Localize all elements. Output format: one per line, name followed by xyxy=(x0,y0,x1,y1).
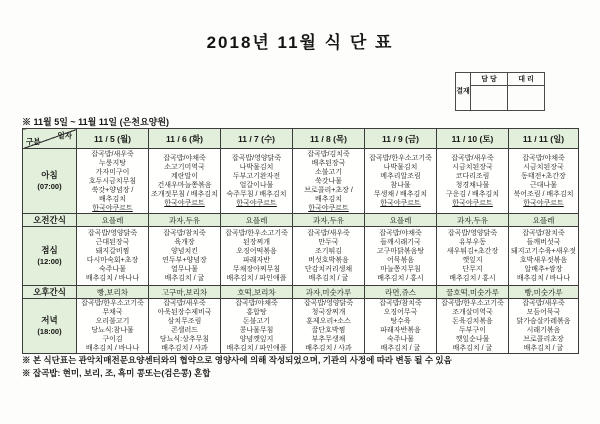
menu-item: 쑥갓나물 xyxy=(314,177,343,185)
menu-item: 메추리알조림 xyxy=(380,173,421,180)
menu-cell xyxy=(293,149,365,214)
day-header: 11 / 8 (목) xyxy=(293,129,365,149)
menu-item: 시금치된장국 xyxy=(452,164,493,171)
menu-item: 숙주무침 / 배추김치 xyxy=(226,191,287,198)
menu-cell: 고구마,보리차 xyxy=(149,286,221,299)
menu-cell: 요플레 xyxy=(221,214,293,227)
menu-item: 마늘쫑지무침 xyxy=(380,266,421,273)
menu-item: 잡곡밥/한우소고기죽 xyxy=(225,230,288,237)
menu-item: 시금치된장국 xyxy=(523,164,564,171)
menu-item: 오징어무국 xyxy=(383,309,418,316)
menu-item: 배추김치 / 귤 xyxy=(380,345,421,352)
menu-item: 깻잎지 xyxy=(462,257,483,264)
menu-item: 호박새우젓볶음 xyxy=(519,257,568,264)
table-row xyxy=(23,149,579,214)
meal-name: 저녁 xyxy=(41,315,58,325)
menu-item: 잡곡밥/새우죽 xyxy=(307,230,350,237)
menu-item: 가자미구이 xyxy=(95,168,130,176)
approval-stamp-label: 결재 xyxy=(456,73,471,111)
menu-item: 육개장 xyxy=(174,239,195,246)
menu-item: 잡곡밥/새우죽 xyxy=(522,300,565,307)
menu-item: 잡곡밥/야채죽 xyxy=(235,300,278,307)
menu-item: 조개살미역국 xyxy=(452,309,493,316)
approval-sign-cell xyxy=(508,86,545,111)
menu-cell: 호떡,보리차 xyxy=(221,286,293,299)
menu-item: 파래자반볶음 xyxy=(380,327,421,334)
menu-item: 잡곡밥/참치죽 xyxy=(522,230,565,237)
menu-item: 잡곡밥/야채죽 xyxy=(163,155,206,162)
menu-item: 누룽지탕 xyxy=(98,159,127,167)
menu-item: 파래자반 xyxy=(242,257,271,264)
meal-name: 아침 xyxy=(41,170,58,180)
menu-item: 숙주나물 xyxy=(98,266,127,273)
menu-item: 참나물 xyxy=(390,182,411,189)
menu-item: 잡곡밥/영양닭죽 xyxy=(447,230,498,237)
menu-item: 잡곡밥/한우소고기죽 xyxy=(81,300,144,307)
menu-item: 잡곡밥/새우죽 xyxy=(91,150,134,158)
footnotes xyxy=(22,354,452,380)
approval-sign-cell xyxy=(471,86,508,111)
menu-item: 숙주나물 xyxy=(386,336,415,343)
menu-item: 알배추+쌈장 xyxy=(524,266,563,273)
menu-item: 탕수육 xyxy=(390,318,411,325)
menu-item: 근대나물 xyxy=(529,182,558,189)
menu-cell: 빵,미숫가루 xyxy=(509,286,579,299)
corner-cell xyxy=(23,129,77,149)
menu-item: 잡곡밥/야채죽 xyxy=(522,155,565,162)
menu-cell xyxy=(221,149,293,214)
menu-item: 한국야쿠르트 xyxy=(523,200,564,207)
menu-item: 잡곡밥/영양닭죽 xyxy=(303,300,354,307)
menu-cell: 과자,미숫가루 xyxy=(293,286,365,299)
menu-item: 소고기미역국 xyxy=(164,164,205,171)
menu-item: 브로콜리초장 xyxy=(523,336,564,343)
table-row xyxy=(23,286,579,299)
approval-col-daeri: 대 리 xyxy=(508,73,545,86)
menu-item: 들깨시래기국 xyxy=(380,239,421,246)
footnote-line: ※ 잡곡밥: 현미, 보리, 조, 흑미 콩또는(검은콩) 혼합 xyxy=(22,368,211,378)
row-label: 오후간식 xyxy=(23,286,77,299)
menu-item: 아욱된장수제비국 xyxy=(157,309,212,316)
menu-item: 잡곡밥/참치죽 xyxy=(163,230,206,237)
menu-item: 호두시금치무침 xyxy=(88,177,137,185)
menu-item: 잡곡밥/참치죽 xyxy=(379,300,422,307)
menu-item: 만두국 xyxy=(318,239,339,246)
menu-cell: 라면,쥬스 xyxy=(365,286,437,299)
menu-item: 소불고기 xyxy=(314,168,343,176)
menu-item: 코다리조림 xyxy=(455,173,490,180)
menu-item: 무생채 / 배추김치 xyxy=(373,191,428,198)
meal-time: (18:00) xyxy=(37,327,62,336)
menu-item: 잡곡밥/새우죽 xyxy=(451,155,494,162)
menu-item: 당뇨식:참나물 xyxy=(91,327,134,334)
menu-cell xyxy=(149,299,221,354)
menu-item: 계란말이 xyxy=(170,173,199,180)
menu-item: 돼지갈비찜 xyxy=(95,248,130,255)
menu-cell xyxy=(365,227,437,286)
menu-cell: 요플레 xyxy=(509,214,579,227)
menu-item: 잡곡밥/한우소고기죽 xyxy=(369,155,432,162)
corner-label-date: 일자 xyxy=(57,131,72,140)
menu-item: 깻잎순나물 xyxy=(455,336,490,343)
menu-item: 두부고기완자전 xyxy=(232,173,281,180)
menu-item: 한국야쿠르트 xyxy=(380,200,421,207)
menu-item: 얼갈이나물 xyxy=(239,182,274,189)
menu-item: 홍합탕 xyxy=(246,309,267,316)
menu-item: 배추김치 xyxy=(98,195,127,203)
menu-cell xyxy=(77,227,149,286)
day-header: 11 / 10 (토) xyxy=(437,129,509,149)
menu-cell xyxy=(365,299,437,354)
menu-item: 나박물김치 xyxy=(239,164,274,171)
day-header: 11 / 5 (월) xyxy=(77,129,149,149)
menu-item: 무채국 xyxy=(102,309,123,316)
row-label xyxy=(23,299,77,354)
menu-cell xyxy=(149,227,221,286)
approval-col-damdang: 담 당 xyxy=(471,73,508,86)
menu-item: 배추김치 / 바나나 xyxy=(85,345,140,352)
menu-item: 조개젓무침 / 배추김치 xyxy=(151,191,218,198)
menu-item: 잡곡밥/새우죽 xyxy=(163,300,206,307)
day-header: 11 / 7 (수) xyxy=(221,129,293,149)
menu-item: 삼치무조림 xyxy=(167,318,202,325)
menu-item: 연두부+양념장 xyxy=(162,257,207,264)
menu-cell xyxy=(437,227,509,286)
menu-cell: 빵,보리차 xyxy=(77,286,149,299)
menu-item: 배추김치 / 홍시 xyxy=(377,275,424,282)
menu-item: 잡곡밥/한우소고기죽 xyxy=(441,300,504,307)
menu-item: 돼지고기수육+새우젓 xyxy=(511,248,576,255)
day-header: 11 / 9 (금) xyxy=(365,129,437,149)
menu-cell xyxy=(77,149,149,214)
menu-item: 배추김치 / 귤 xyxy=(452,345,493,352)
menu-cell: 과자,두유 xyxy=(149,214,221,227)
menu-item: 구운김 / 배추김치 xyxy=(445,191,500,198)
menu-cell xyxy=(77,299,149,354)
row-label xyxy=(23,227,77,286)
menu-item: 북어조림 / 배추김치 xyxy=(513,191,574,198)
menu-item: 배추된장국 xyxy=(311,159,346,167)
menu-item: 열무나물 xyxy=(170,266,199,273)
meal-time: (07:00) xyxy=(37,182,62,191)
menu-cell xyxy=(149,149,221,214)
menu-cell: 요플레 xyxy=(77,214,149,227)
menu-table xyxy=(22,128,579,354)
menu-item: 동태전+초간장 xyxy=(521,173,566,180)
menu-item: 양념치킨 xyxy=(170,248,199,255)
menu-item: 버섯호박볶음 xyxy=(308,257,349,264)
corner-label-category: 구분 xyxy=(26,137,41,146)
menu-item: 시래기볶음 xyxy=(526,327,561,334)
menu-cell xyxy=(509,149,579,214)
row-label: 오전간식 xyxy=(23,214,77,227)
menu-item: 조기튀김 xyxy=(314,248,343,255)
menu-item: 청경채나물 xyxy=(455,182,490,189)
menu-item: 배추김치 / 바나나 xyxy=(516,275,571,282)
menu-item: 꿀단호박찜 xyxy=(311,327,346,334)
menu-item: 구이김 xyxy=(102,336,123,343)
week-range-label: ※ 11월 5일 ~ 11월 11일 (은천요양원) xyxy=(22,117,170,127)
menu-item: 유부우동 xyxy=(458,239,487,246)
menu-item: 한국야쿠르트 xyxy=(452,200,493,207)
menu-cell xyxy=(221,299,293,354)
menu-item: 배추김치 / 바나나 xyxy=(85,275,140,282)
menu-item: 한국야쿠르트 xyxy=(92,204,133,212)
menu-item: 고구마닭볶음탕 xyxy=(376,248,425,255)
menu-item: 다시마숙회+초장 xyxy=(86,257,139,264)
menu-item: 닭가슴살카레볶음 xyxy=(516,318,571,325)
menu-item: 오징어떡볶음 xyxy=(236,248,277,255)
menu-cell xyxy=(437,149,509,214)
menu-cell xyxy=(293,299,365,354)
menu-item: 청국장찌개 xyxy=(311,309,346,316)
menu-item: 부추무생채 xyxy=(311,336,346,343)
menu-item: 돈육김치볶음 xyxy=(452,318,493,325)
footnote-line: ※ 본 식단표는 관악치매전문요양센터와의 협약으로 영양사에 의해 작성되었으며, 기관의 사정에 따라 변동 될 수 있음 xyxy=(22,355,452,365)
menu-item: 쑥갓+양념장 / xyxy=(91,186,134,194)
menu-cell xyxy=(365,149,437,214)
menu-item: 콘샐러드 xyxy=(170,327,199,334)
menu-item: 무채장아찌무침 xyxy=(232,266,281,273)
menu-item: 오리불고기 xyxy=(95,318,130,325)
menu-item: 한국야쿠르트 xyxy=(308,204,349,212)
page-title: 2018년 11월 식 단 표 xyxy=(206,33,394,52)
menu-item: 양념깻잎지 xyxy=(239,336,274,343)
menu-item: 들깨버섯국 xyxy=(526,239,561,246)
menu-cell: 요플레 xyxy=(365,214,437,227)
menu-item: 배추김치 / 귤 xyxy=(308,275,349,282)
approval-box xyxy=(455,72,545,111)
row-label xyxy=(23,149,77,214)
meal-time: (12:00) xyxy=(37,257,62,266)
menu-cell xyxy=(509,227,579,286)
menu-item: 배추김치 / 귤 xyxy=(164,275,205,282)
table-row xyxy=(23,227,579,286)
menu-item: 근대된장국 xyxy=(95,239,130,246)
menu-cell: 꿀호떡,미숫가루 xyxy=(437,286,509,299)
menu-item: 당뇨식:상추무침 xyxy=(159,336,210,343)
menu-item: 단무지 xyxy=(462,266,483,273)
menu-item: 나박물김치 xyxy=(383,164,418,171)
menu-item: 단감치커리생채 xyxy=(304,266,353,273)
menu-item: 두부구이 xyxy=(458,327,487,334)
menu-cell xyxy=(221,227,293,286)
menu-item: 배추김치 / 귤 xyxy=(523,345,564,352)
menu-item: 어묵볶음 xyxy=(386,257,415,264)
menu-item: 잡곡밥/영양닭죽 xyxy=(231,155,282,162)
menu-item: 배추김치 / 홍시 xyxy=(449,275,496,282)
menu-cell xyxy=(293,227,365,286)
menu-item: 배추김치 / 파인애플 xyxy=(226,275,287,282)
menu-cell xyxy=(509,299,579,354)
menu-item: 건새우마늘쫑볶음 xyxy=(157,182,212,189)
menu-item: 된장찌개 xyxy=(242,239,271,246)
menu-item: 잡곡밥/야채죽 xyxy=(379,230,422,237)
menu-item: 브로콜리+초장 / xyxy=(304,186,353,194)
day-header: 11 / 11 (일) xyxy=(509,129,579,149)
menu-cell xyxy=(437,299,509,354)
table-row xyxy=(23,214,579,227)
menu-item: 배추김치 / 사과 xyxy=(305,345,352,352)
menu-item: 새우튀김+초간장 xyxy=(446,248,499,255)
menu-item: 콩나물무침 xyxy=(239,327,274,334)
table-row xyxy=(23,299,579,354)
menu-cell: 과자,두유 xyxy=(293,214,365,227)
menu-item: 잡곡밥/영양닭죽 xyxy=(87,230,138,237)
day-header: 11 / 6 (화) xyxy=(149,129,221,149)
menu-item: 한국야쿠르트 xyxy=(164,200,205,207)
menu-item: 배추김치 / 사과 xyxy=(161,345,208,352)
menu-item: 모듬어묵국 xyxy=(526,309,561,316)
menu-item: 훈제오리+소스 xyxy=(306,318,351,325)
menu-item: 돈불고기 xyxy=(242,318,271,325)
meal-name: 점심 xyxy=(41,245,58,255)
menu-item: 배추김치 / 파인애플 xyxy=(226,345,287,352)
table-header-row xyxy=(23,129,579,149)
menu-cell: 과자,두유 xyxy=(437,214,509,227)
menu-item: 한국야쿠르트 xyxy=(236,200,277,207)
menu-item: 잡곡밥/김치죽 xyxy=(307,150,350,158)
menu-item: 배추김치 xyxy=(314,195,343,203)
